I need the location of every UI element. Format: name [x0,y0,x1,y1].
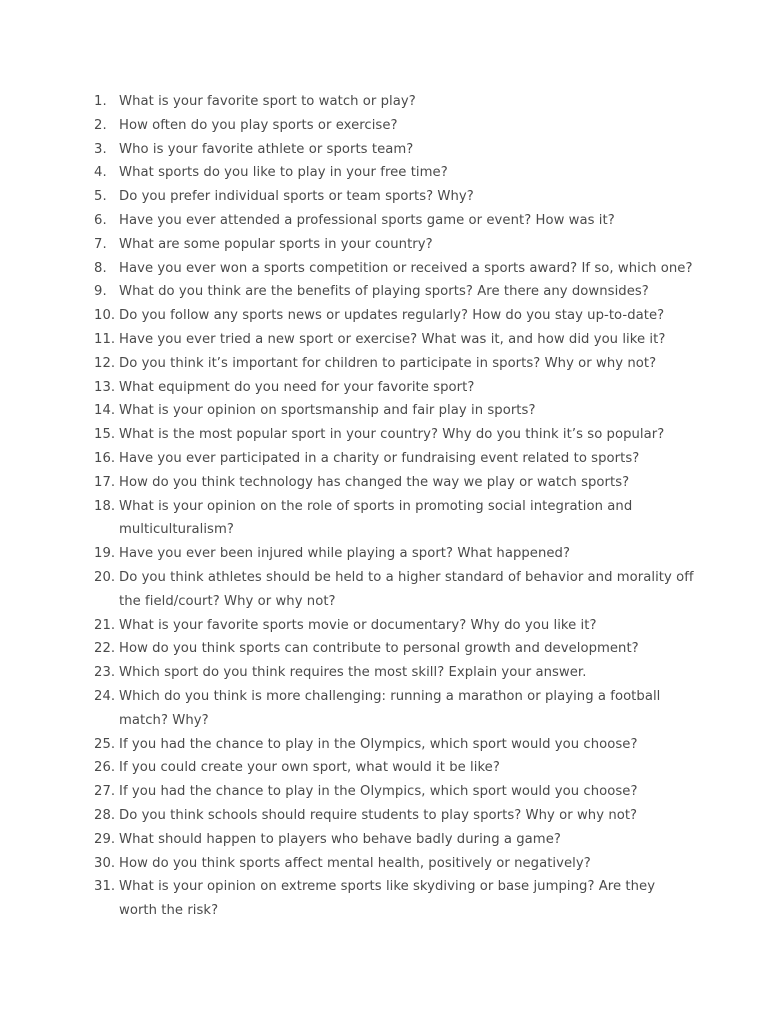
question-item [94,352,694,376]
question-item [94,161,694,185]
question-text: Have you ever won a sports competition or received a sports award? If so, which one? [119,260,693,276]
question-text: How do you think sports can contribute to personal growth and development? [119,641,639,657]
question-number: 26. [94,760,116,776]
question-number: 2. [94,117,107,133]
question-text: Have you ever participated in a charity or fundraising event related to sports? [119,450,640,466]
question-number: 21. [94,617,116,633]
question-text: Have you ever been injured while playing a sport? What happened? [119,546,571,562]
question-text: If you had the chance to play in the Olympics, which sport would you choose? [119,736,638,752]
question-item [94,852,694,876]
question-item [94,328,694,352]
question-text: What is your favorite sports movie or documentary? Why do you like it? [119,617,597,633]
question-text: Do you think athletes should be held to a higher standard of behavior and morality off the field/court? Why or why not? [119,569,694,609]
question-item [94,756,694,780]
question-text: Do you follow any sports news or updates regularly? How do you stay up-to-date? [119,308,665,324]
question-number: 1. [94,94,107,109]
question-number: 23. [94,665,116,681]
question-item [94,90,694,114]
question-text: What sports do you like to play in your free time? [119,165,448,181]
question-number: 16. [94,450,116,466]
question-text: What are some popular sports in your country? [119,236,433,252]
question-item [94,733,694,757]
question-item [94,423,694,447]
question-item [94,875,694,923]
question-item [94,566,694,614]
question-item [94,828,694,852]
question-item [94,209,694,233]
question-number: 31. [94,879,116,895]
question-number: 28. [94,807,116,823]
question-number: 3. [94,141,107,157]
question-number: 19. [94,546,116,562]
question-number: 22. [94,641,116,657]
question-number: 8. [94,260,107,276]
question-item [94,304,694,328]
question-item [94,114,694,138]
question-number: 13. [94,379,116,395]
question-number: 10. [94,308,116,324]
question-item [94,447,694,471]
question-number: 15. [94,427,116,443]
question-text: What equipment do you need for your favorite sport? [119,379,475,395]
question-number: 17. [94,474,116,490]
question-number: 14. [94,403,116,419]
question-text: Which sport do you think requires the most skill? Explain your answer. [119,665,587,681]
question-number: 11. [94,331,116,347]
question-number: 27. [94,784,116,800]
question-number: 5. [94,189,107,205]
question-item [94,614,694,638]
question-text: If you could create your own sport, what would it be like? [119,760,500,776]
question-text: What should happen to players who behave badly during a game? [119,831,561,847]
question-text: What is the most popular sport in your country? Why do you think it’s so popular? [119,427,665,443]
question-text: Which do you think is more challenging: running a marathon or playing a football match? Why? [119,688,661,728]
question-number: 18. [94,498,116,514]
question-item [94,637,694,661]
question-number: 12. [94,355,116,371]
question-number: 20. [94,569,116,585]
question-item [94,804,694,828]
question-list [94,90,694,923]
question-text: Have you ever tried a new sport or exercise? What was it, and how did you like it? [119,331,666,347]
question-text: How do you think technology has changed the way we play or watch sports? [119,474,630,490]
question-text: Do you think it’s important for children to participate in sports? Why or why not? [119,355,657,371]
question-item [94,780,694,804]
question-item [94,495,694,543]
question-item [94,661,694,685]
question-number: 29. [94,831,116,847]
question-item [94,542,694,566]
question-item [94,138,694,162]
question-text: How do you think sports affect mental health, positively or negatively? [119,855,591,871]
question-text: How often do you play sports or exercise? [119,117,398,133]
question-number: 25. [94,736,116,752]
question-item [94,399,694,423]
question-item [94,185,694,209]
question-item [94,471,694,495]
question-text: What is your favorite sport to watch or play? [119,94,416,109]
question-number: 9. [94,284,107,300]
question-text: What is your opinion on extreme sports like skydiving or base jumping? Are they worth the risk? [119,879,656,919]
question-number: 30. [94,855,116,871]
question-item [94,233,694,257]
question-number: 6. [94,212,107,228]
question-item [94,257,694,281]
question-number: 24. [94,688,116,704]
question-text: What is your opinion on sportsmanship and fair play in sports? [119,403,536,419]
question-item [94,376,694,400]
question-text: Do you prefer individual sports or team sports? Why? [119,189,474,205]
question-text: Do you think schools should require students to play sports? Why or why not? [119,807,638,823]
question-text: If you had the chance to play in the Olympics, which sport would you choose? [119,784,638,800]
question-number: 4. [94,165,107,181]
question-item [94,685,694,733]
question-text: What do you think are the benefits of playing sports? Are there any downsides? [119,284,649,300]
question-text: Who is your favorite athlete or sports team? [119,141,414,157]
question-text: Have you ever attended a professional sports game or event? How was it? [119,212,615,228]
question-item [94,280,694,304]
question-text: What is your opinion on the role of sports in promoting social integration and multiculturalism? [119,498,633,538]
question-number: 7. [94,236,107,252]
